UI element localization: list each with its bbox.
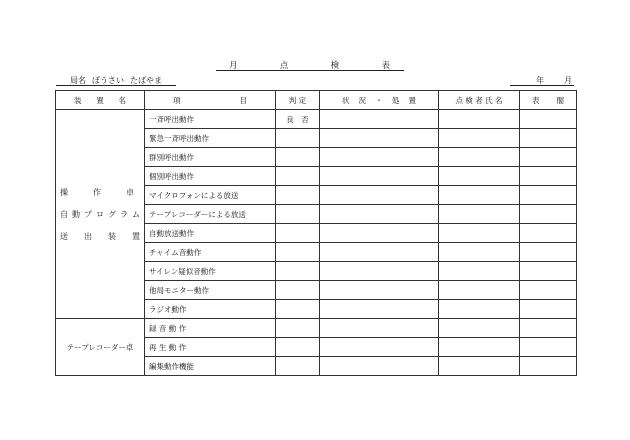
item-cell: 再 生 動 作	[145, 338, 276, 357]
year-label: 年	[536, 75, 544, 85]
inspector-cell[interactable]	[439, 300, 520, 319]
item-cell: 個別呼出動作	[145, 167, 276, 186]
inspector-cell[interactable]	[439, 262, 520, 281]
table-row	[56, 319, 577, 338]
header-verdict: 判 定	[276, 91, 320, 110]
form-title	[216, 59, 404, 71]
verdict-cell[interactable]	[276, 262, 320, 281]
status-cell[interactable]	[320, 205, 439, 224]
remarks-cell[interactable]	[520, 357, 577, 376]
station-name-1: ぼうさい	[92, 75, 124, 85]
header-remarks: 表 閣	[520, 91, 577, 110]
inspector-cell[interactable]	[439, 129, 520, 148]
status-cell[interactable]	[320, 148, 439, 167]
verdict-cell[interactable]	[276, 167, 320, 186]
inspector-cell[interactable]	[439, 319, 520, 338]
item-cell: 群別呼出動作	[145, 148, 276, 167]
header-inspector: 点 検 者 氏 名	[439, 91, 520, 110]
verdict-cell[interactable]	[276, 243, 320, 262]
status-cell[interactable]	[320, 300, 439, 319]
station-label: 局名	[70, 75, 86, 85]
title-char: 表	[381, 60, 391, 71]
status-cell[interactable]	[320, 224, 439, 243]
title-char: 月	[229, 60, 239, 71]
status-cell[interactable]	[320, 110, 439, 129]
item-cell: マイクロフォンによる放送	[145, 186, 276, 205]
table-row	[56, 110, 577, 129]
remarks-cell[interactable]	[520, 186, 577, 205]
item-cell: サイレン疑似音動作	[145, 262, 276, 281]
verdict-cell[interactable]	[276, 148, 320, 167]
remarks-cell[interactable]	[520, 224, 577, 243]
header-item: 項 目	[145, 91, 276, 110]
title-char: 点	[279, 60, 290, 71]
verdict-cell[interactable]	[276, 319, 320, 338]
verdict-cell[interactable]	[276, 129, 320, 148]
remarks-cell[interactable]	[520, 338, 577, 357]
item-cell: ラジオ動作	[145, 300, 276, 319]
station-name-2: たばやま	[130, 75, 162, 85]
inspector-cell[interactable]	[439, 357, 520, 376]
date-field	[510, 75, 574, 86]
inspector-cell[interactable]	[439, 205, 520, 224]
item-cell: 一斉呼出動作	[145, 110, 276, 129]
remarks-cell[interactable]	[520, 110, 577, 129]
verdict-cell[interactable]: 良 否	[276, 110, 320, 129]
status-cell[interactable]	[320, 262, 439, 281]
status-cell[interactable]	[320, 186, 439, 205]
remarks-cell[interactable]	[520, 205, 577, 224]
remarks-cell[interactable]	[520, 243, 577, 262]
remarks-cell[interactable]	[520, 319, 577, 338]
header-status: 状 況 ・ 処 置	[320, 91, 439, 110]
item-cell: テープレコーダーによる放送	[145, 205, 276, 224]
verdict-cell[interactable]	[276, 281, 320, 300]
item-cell: 自動放送動作	[145, 224, 276, 243]
month-label: 月	[564, 75, 572, 85]
status-cell[interactable]	[320, 281, 439, 300]
inspector-cell[interactable]	[439, 110, 520, 129]
status-cell[interactable]	[320, 357, 439, 376]
device-tape-recorder-console: テープレコーダー卓	[56, 319, 145, 376]
verdict-cell[interactable]	[276, 300, 320, 319]
remarks-cell[interactable]	[520, 129, 577, 148]
item-cell: 緊急一斉呼出動作	[145, 129, 276, 148]
station-field	[56, 75, 176, 86]
inspector-cell[interactable]	[439, 167, 520, 186]
header-row	[56, 91, 577, 110]
inspector-cell[interactable]	[439, 338, 520, 357]
status-cell[interactable]	[320, 129, 439, 148]
status-cell[interactable]	[320, 338, 439, 357]
item-cell: 編集動作機能	[145, 357, 276, 376]
title-char: 検	[330, 60, 341, 71]
item-cell: チャイム音動作	[145, 243, 276, 262]
status-cell[interactable]	[320, 243, 439, 262]
inspector-cell[interactable]	[439, 281, 520, 300]
inspector-cell[interactable]	[439, 186, 520, 205]
status-cell[interactable]	[320, 319, 439, 338]
header-device: 装 置 名	[56, 91, 145, 110]
item-cell: 録 音 動 作	[145, 319, 276, 338]
inspector-cell[interactable]	[439, 148, 520, 167]
device-operation-console: 操 作 卓 自 動 プ ロ グ ラ ム 送 出 装 置	[56, 110, 145, 319]
verdict-cell[interactable]	[276, 224, 320, 243]
inspection-table	[55, 90, 577, 376]
remarks-cell[interactable]	[520, 148, 577, 167]
item-cell: 他局モニター動作	[145, 281, 276, 300]
remarks-cell[interactable]	[520, 300, 577, 319]
remarks-cell[interactable]	[520, 167, 577, 186]
verdict-cell[interactable]	[276, 338, 320, 357]
remarks-cell[interactable]	[520, 281, 577, 300]
verdict-cell[interactable]	[276, 357, 320, 376]
verdict-cell[interactable]	[276, 205, 320, 224]
status-cell[interactable]	[320, 167, 439, 186]
remarks-cell[interactable]	[520, 262, 577, 281]
inspector-cell[interactable]	[439, 224, 520, 243]
verdict-cell[interactable]	[276, 186, 320, 205]
inspector-cell[interactable]	[439, 243, 520, 262]
